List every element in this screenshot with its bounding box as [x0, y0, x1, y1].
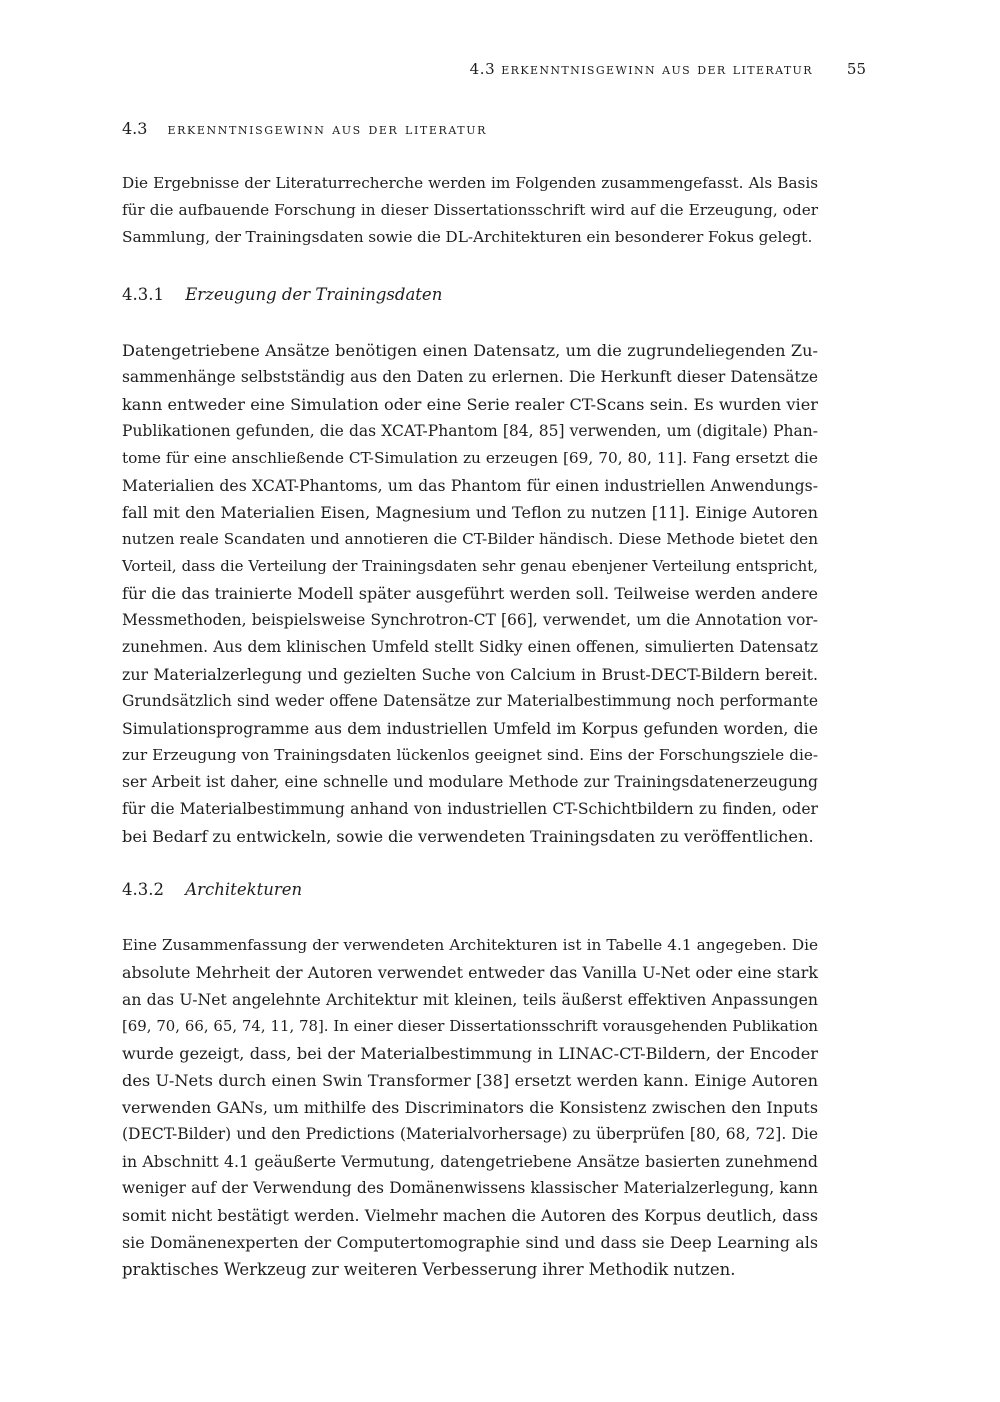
paragraph-line: wurde gezeigt, dass, bei der Materialbestimmung in LINAC-CT-Bildern, der Encoder [122, 1044, 818, 1063]
running-header-section-number: 4.3 [469, 60, 496, 78]
subsection-heading-architekturen [122, 880, 302, 899]
paragraph-line: des U-Nets durch einen Swin Transformer [38] ersetzt werden kann. Einige Autoren [122, 1071, 818, 1090]
paragraph-line: zur Erzeugung von Trainingsdaten lückenlos geeignet sind. Eins der Forschungsziele die- [122, 746, 818, 764]
paragraph-line: zunehmen. Aus dem klinischen Umfeld stellt Sidky einen offenen, simulierten Datensatz [122, 638, 818, 656]
paragraph-line: somit nicht bestätigt werden. Vielmehr machen die Autoren des Korpus deutlich, dass [122, 1206, 818, 1225]
paragraph-line: [69, 70, 66, 65, 74, 11, 78]. In einer dieser Dissertationsschrift vorausgehenden Publikation [122, 1017, 818, 1035]
paragraph-line: tome für eine anschließende CT-Simulation zu erzeugen [69, 70, 80, 11]. Fang ersetzt die [122, 449, 818, 467]
paragraph-line: Simulationsprogramme aus dem industriellen Umfeld im Korpus gefunden worden, die [122, 719, 818, 738]
paragraph-line: sie Domänenexperten der Computertomographie sind und dass sie Deep Learning als [122, 1233, 818, 1252]
paragraph-line: weniger auf der Verwendung des Domänenwissens klassischer Materialzerlegung, kann [122, 1179, 818, 1197]
paragraph-line: Eine Zusammenfassung der verwendeten Architekturen ist in Tabelle 4.1 angegeben. Die [122, 936, 818, 954]
paragraph-line: absolute Mehrheit der Autoren verwendet entweder das Vanilla U-Net oder eine stark [122, 963, 818, 982]
paragraph-line: für die das trainierte Modell später ausgeführt werden soll. Teilweise werden andere [122, 584, 818, 603]
subsection-heading-trainingsdaten [122, 285, 442, 304]
section-number: 4.3 [122, 119, 148, 138]
paragraph-line: bei Bedarf zu entwickeln, sowie die verwendeten Trainingsdaten zu veröffentlichen. [122, 827, 814, 846]
subsection-number: 4.3.2 [122, 880, 164, 899]
subsection-number: 4.3.1 [122, 285, 164, 304]
paragraph-line: nutzen reale Scandaten und annotieren die CT-Bilder händisch. Diese Methode bietet den [122, 530, 818, 548]
paragraph-line: sammenhänge selbstständig aus den Daten zu erlernen. Die Herkunft dieser Datensätze [122, 368, 818, 386]
paragraph-line: praktisches Werkzeug zur weiteren Verbesserung ihrer Methodik nutzen. [122, 1260, 736, 1279]
section-heading [122, 119, 487, 138]
paragraph-line: ser Arbeit ist daher, eine schnelle und modulare Methode zur Trainingsdatenerzeugung [122, 773, 818, 791]
paragraph-line: Messmethoden, beispielsweise Synchrotron-CT [66], verwendet, um die Annotation vor- [122, 611, 818, 629]
paragraph-line: kann entweder eine Simulation oder eine Serie realer CT-Scans sein. Es wurden vier [122, 395, 818, 414]
paragraph-line: Publikationen gefunden, die das XCAT-Phantom [84, 85] verwenden, um (digitale) Phan- [122, 422, 818, 440]
running-header-title: erkenntnisgewinn aus der literatur [501, 60, 813, 78]
subsection-title: Erzeugung der Trainingsdaten [185, 285, 443, 304]
paragraph-line: Materialien des XCAT-Phantoms, um das Phantom für einen industriellen Anwendungs- [122, 476, 818, 495]
paragraph-line: Vorteil, dass die Verteilung der Trainingsdaten sehr genau ebenjener Verteilung entspricht, [122, 557, 818, 575]
paragraph-line: in Abschnitt 4.1 geäußerte Vermutung, datengetriebene Ansätze basierten zunehmend [122, 1152, 818, 1171]
paragraph-line: für die Materialbestimmung anhand von industriellen CT-Schichtbildern zu finden, oder [122, 800, 818, 818]
paragraph-line: Datengetriebene Ansätze benötigen einen Datensatz, um die zugrundeliegenden Zu- [122, 341, 818, 360]
paragraph-line: für die aufbauende Forschung in dieser Dissertationsschrift wird auf die Erzeugung, oder [122, 201, 818, 219]
running-header [122, 60, 866, 78]
paragraph-line: (DECT-Bilder) und den Predictions (Materialvorhersage) zu überprüfen [80, 68, 72]. Die [122, 1125, 818, 1143]
subsection-title: Architekturen [185, 880, 303, 899]
section-title: erkenntnisgewinn aus der literatur [167, 119, 487, 138]
trainingsdaten-paragraph [122, 337, 818, 850]
paragraph-line: an das U-Net angelehnte Architektur mit kleinen, teils äußerst effektiven Anpassungen [122, 990, 818, 1009]
paragraph-line: verwenden GANs, um mithilfe des Discriminators die Konsistenz zwischen den Inputs [122, 1098, 818, 1117]
page-number: 55 [846, 60, 866, 78]
architekturen-paragraph [122, 932, 818, 1283]
paragraph-line: zur Materialzerlegung und gezielten Suche von Calcium in Brust-DECT-Bildern bereit. [122, 665, 818, 684]
paragraph-line: Sammlung, der Trainingsdaten sowie die DL-Architekturen ein besonderer Fokus gelegt. [122, 228, 813, 246]
paragraph-line: Die Ergebnisse der Literaturrecherche werden im Folgenden zusammengefasst. Als Basis [122, 174, 818, 192]
paragraph-line: Grundsätzlich sind weder offene Datensätze zur Materialbestimmung noch performante [122, 692, 818, 710]
intro-paragraph [122, 170, 818, 251]
paragraph-line: fall mit den Materialien Eisen, Magnesium und Teflon zu nutzen [11]. Einige Autoren [122, 503, 818, 522]
